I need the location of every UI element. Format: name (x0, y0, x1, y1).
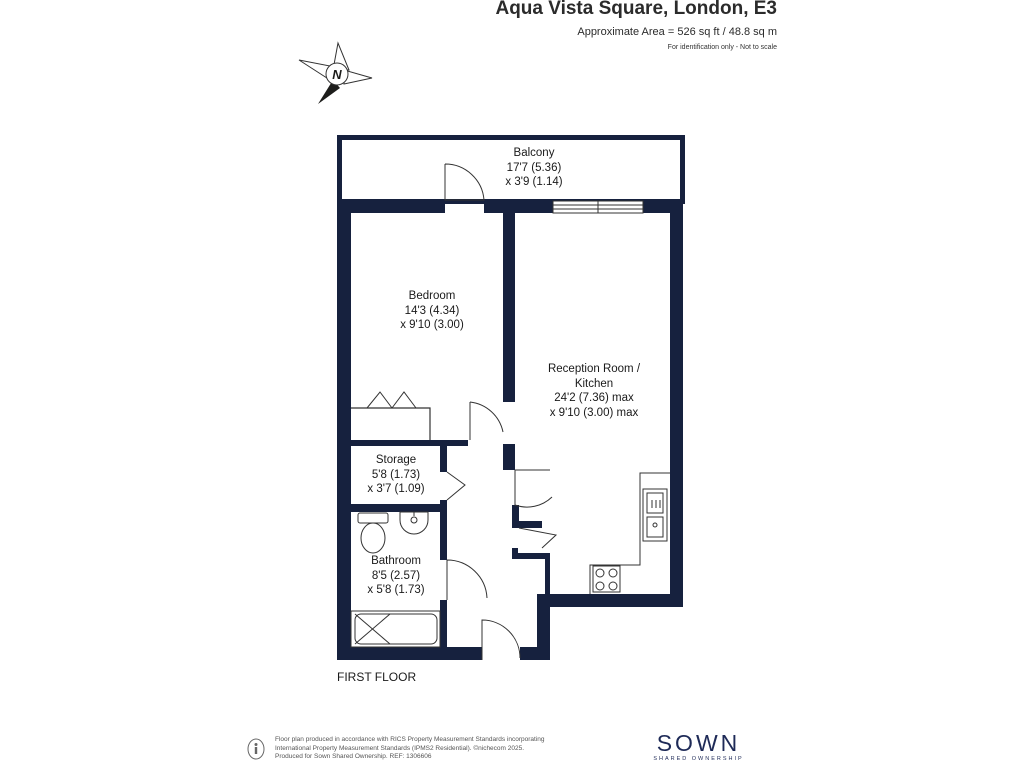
bathroom-dim1: 8'5 (2.57) (371, 569, 421, 582)
reception-dim1: 24'2 (7.36) max (554, 392, 634, 404)
room-label-balcony (505, 146, 562, 190)
storage-name: Storage (375, 454, 417, 466)
brand-name: SOWN (656, 730, 741, 756)
page-title: Aqua Vista Square, London, E3 (495, 0, 777, 19)
reception-name-1: Reception Room / (547, 363, 641, 375)
basin-icon (400, 512, 428, 534)
room-label-bathroom (367, 554, 424, 598)
bedroom-door-icon (470, 402, 503, 440)
storage-dim1: 5'8 (1.73) (371, 468, 421, 481)
room-label-bedroom (400, 289, 464, 333)
reception-door-icon (515, 470, 552, 507)
wardrobe-door-icon (367, 392, 416, 408)
storage-door-icon (447, 472, 465, 500)
balcony-dim1: 17'7 (5.36) (506, 161, 562, 174)
sink-icon (643, 489, 667, 541)
scale-note: For identification only - Not to scale (667, 44, 777, 51)
brand-tagline: SHARED OWNERSHIP (653, 756, 744, 762)
window-icon (553, 201, 643, 213)
floor-label: FIRST FLOOR (337, 670, 417, 684)
bath-icon (351, 611, 440, 647)
compass-icon (299, 43, 372, 104)
toilet-icon (358, 513, 388, 553)
footer-line-3: Produced for Sown Shared Ownership. REF: 1306606 (275, 753, 432, 760)
hob-icon (593, 566, 620, 592)
entrance-door-icon (482, 620, 520, 660)
bedroom-name: Bedroom (408, 290, 456, 302)
bathroom-dim2: x 5'8 (1.73) (367, 584, 425, 596)
bathroom-door-icon (447, 560, 487, 600)
brand-logo (647, 730, 750, 762)
reception-dim2: x 9'10 (3.00) max (549, 406, 639, 419)
balcony-door-icon (445, 164, 484, 200)
compass-letter: N (332, 67, 342, 82)
bathroom-name: Bathroom (371, 555, 421, 567)
cupboard-door-icon (519, 528, 556, 548)
info-badge-icon (247, 738, 265, 760)
footer-line-1: Floor plan produced in accordance with RICS Property Measurement Standards incorporating (275, 736, 545, 743)
room-label-storage (367, 453, 424, 497)
bedroom-dim2: x 9'10 (3.00) (400, 319, 464, 331)
approximate-area: Approximate Area = 526 sq ft / 48.8 sq m (577, 26, 777, 38)
room-label-reception (548, 362, 640, 420)
balcony-dim2: x 3'9 (1.14) (505, 176, 563, 188)
wardrobe (351, 408, 430, 440)
balcony-name: Balcony (513, 147, 555, 159)
bedroom-dim1: 14'3 (4.34) (404, 304, 460, 317)
storage-dim2: x 3'7 (1.09) (367, 483, 425, 495)
kitchen-worktop (590, 473, 670, 594)
footer-disclaimer (275, 736, 545, 762)
reception-name-2: Kitchen (574, 377, 614, 390)
footer-line-2: International Property Measurement Standards (IPMS2 Residential). ©nichecom 2025. (275, 744, 525, 752)
